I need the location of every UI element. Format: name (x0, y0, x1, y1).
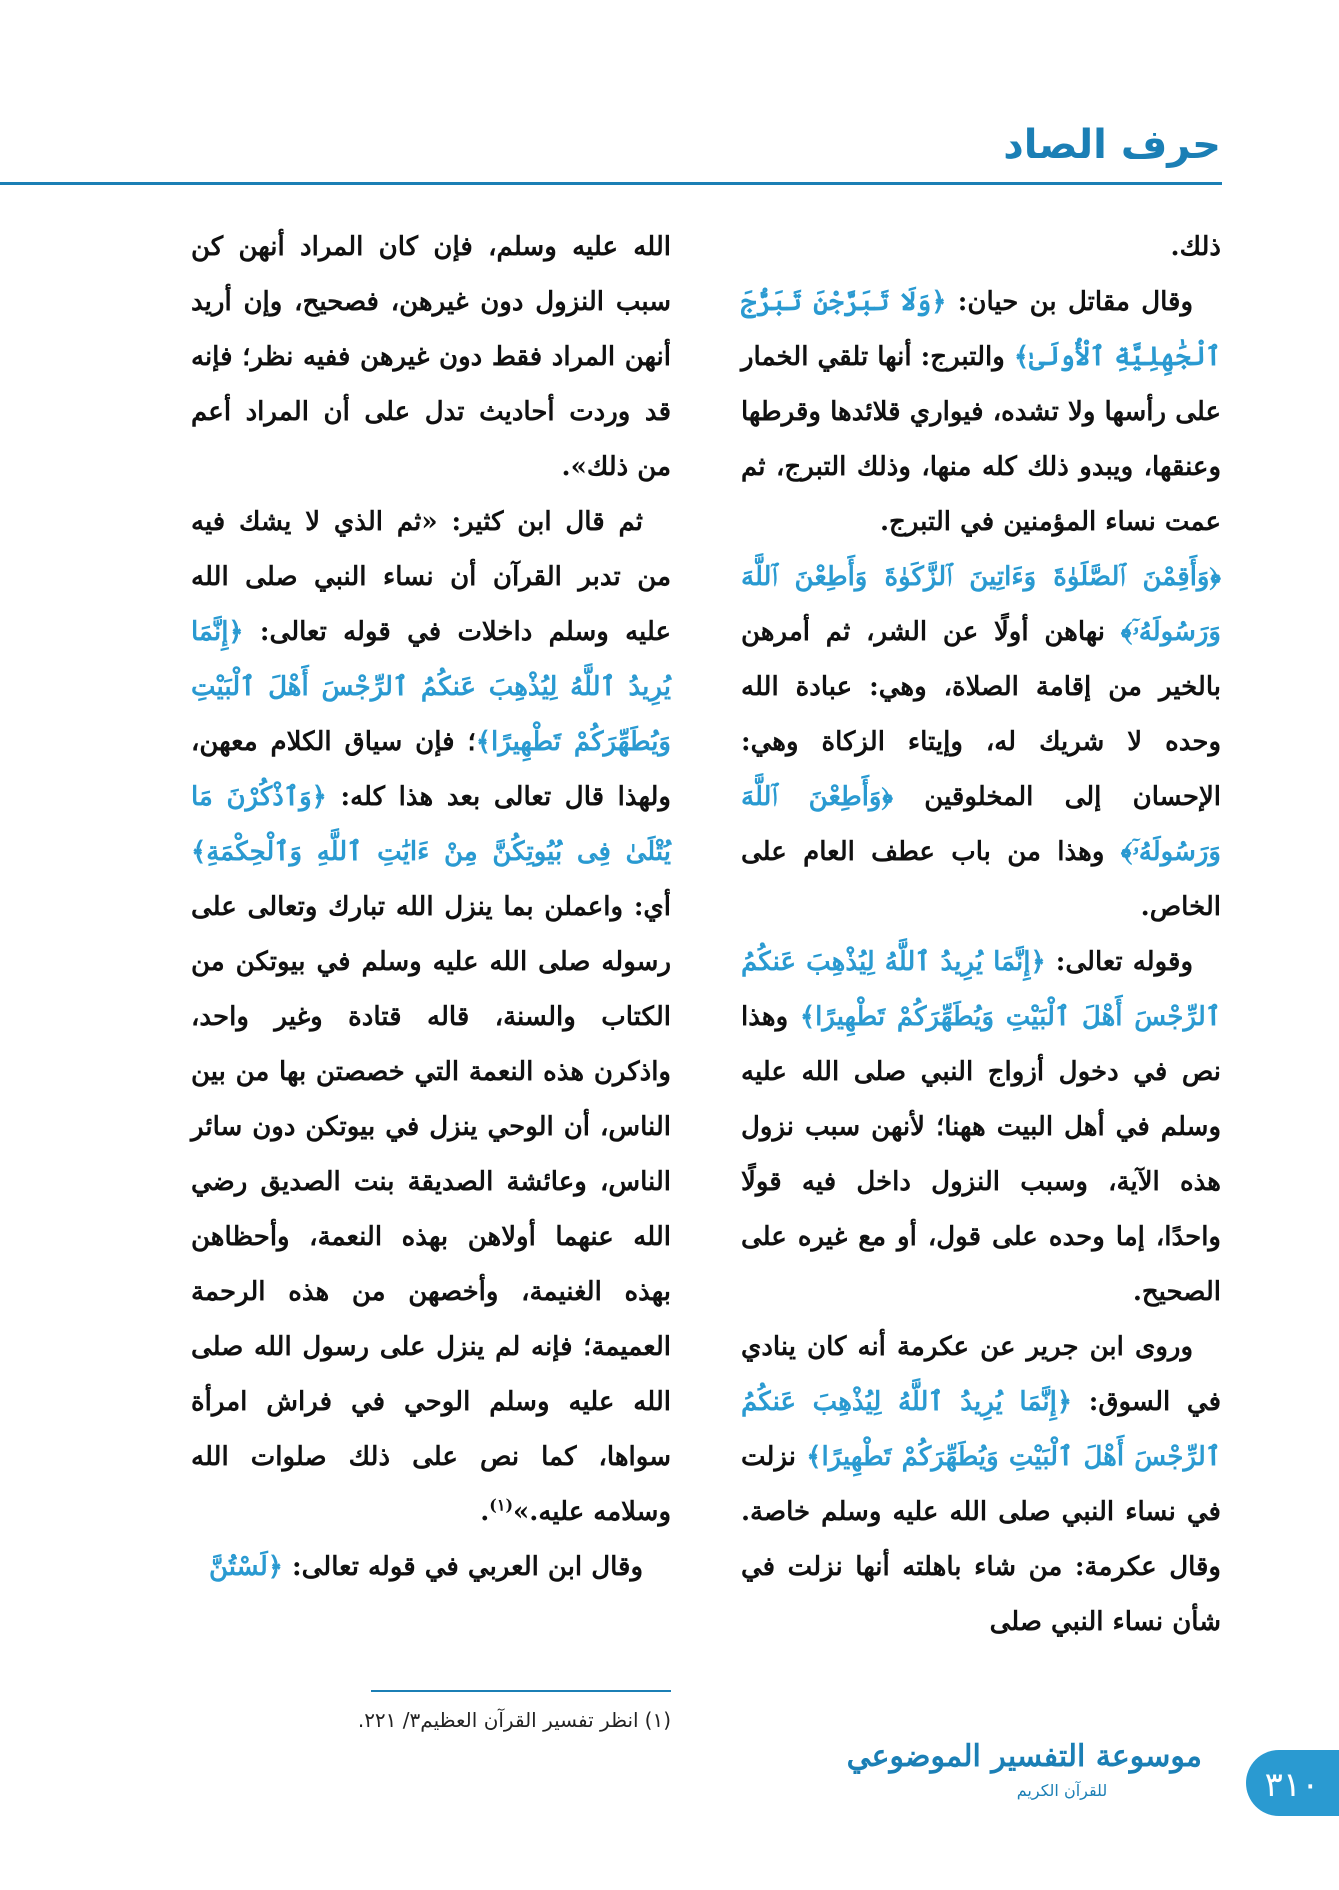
quran-verse: ﴿وَٱذْكُرْنَ مَا يُتْلَىٰ فِى بُيُوتِكُنَّ مِنْ ءَايَٰتِ ٱللَّهِ وَٱلْحِكْمَةِ﴾ (191, 782, 671, 867)
page-number: ٣١٠ (1264, 1765, 1320, 1805)
paragraph (741, 935, 1221, 1320)
chapter-title: حرف الصاد (1003, 122, 1221, 168)
quran-verse: ﴿إِنَّمَا يُرِيدُ ٱللَّهُ لِيُذْهِبَ عَنكُمُ ٱلرِّجْسَ أَهْلَ ٱلْبَيْتِ وَيُطَهِّرَكُمْ تَطْهِيرًا﴾ (741, 947, 1221, 1032)
logo-subtitle: للقرآن الكريم (1016, 1781, 1108, 1800)
paragraph (741, 275, 1221, 550)
text-segment: نزلت في نساء النبي صلى الله عليه وسلم خاصة. وقال عكرمة: من شاء باهلته أنها نزلت في شأن نساء النبي صلى (741, 1442, 1221, 1637)
quran-verse: ﴿وَأَقِمْنَ ٱلصَّلَوٰةَ وَءَاتِينَ ٱلزَّكَوٰةَ وَأَطِعْنَ ٱللَّهَ وَرَسُولَهُۥٓ﴾ (741, 562, 1221, 647)
paragraph: الله عليه وسلم، فإن كان المراد أنهن كن سبب النزول دون غيرهن، فصحيح، وإن أريد أنهن المراد فقط دون غيرهن ففيه نظر؛ فإنه قد وردت أحاديث تدل على أن المراد أعم من ذلك». (191, 232, 671, 482)
footnote (191, 1705, 671, 1735)
text-segment: وقال مقاتل بن حيان: (946, 287, 1193, 317)
text-segment: والتبرج: أنها تلقي الخمار على رأسها ولا تشده، فيواري قلائدها وقرطها وعنقها، ويبدو ذلك كله منها، وذلك التبرج، ثم عمت نساء المؤمنين في التبرج. (741, 342, 1221, 537)
footnote-number: (١) (644, 1708, 671, 1732)
text-segment: . (480, 1497, 490, 1527)
text-segment: وروى ابن جرير عن عكرمة أنه كان ينادي في السوق: (741, 1332, 1222, 1417)
paragraph (191, 1540, 671, 1595)
series-logo (846, 1735, 1202, 1825)
paragraph: ذلك. (1170, 232, 1221, 262)
quran-verse: ﴿وَأَطِعْنَ ٱللَّهَ وَرَسُولَهُۥٓ﴾ (741, 782, 1221, 867)
paragraph (741, 1320, 1221, 1650)
quran-verse: ﴿إِنَّمَا يُرِيدُ ٱللَّهُ لِيُذْهِبَ عَنكُمُ ٱلرِّجْسَ أَهْلَ ٱلْبَيْتِ وَيُطَهِّرَكُمْ تَطْهِيرًا﴾ (741, 1387, 1221, 1472)
text-segment: أي: واعملن بما ينزل الله تبارك وتعالى على رسوله صلى الله عليه وسلم في بيوتكن من الكتاب والسنة، قاله قتادة وغير واحد، واذكرن هذه النعمة التي خصصتن بها من بين الناس، أن الوحي ينزل في بيوتكن دون سائر الناس، وعائشة الصديقة بنت الصديق رضي الله عنهما أولاهن بهذه النعمة، وأحظاهن بهذه الغنيمة، وأخصهن من هذه الرحمة العميمة؛ فإنه لم ينزل على رسول الله صلى الله عليه وسلم الوحي في فراش امرأة سواها، كما نص على ذلك صلوات الله وسلامه عليه.» (191, 892, 671, 1527)
text-segment: ثم قال ابن كثير: «ثم الذي لا يشك فيه من تدبر القرآن أن نساء النبي صلى الله عليه وسلم داخلات في قوله تعالى: (191, 507, 671, 647)
text-segment: وهذا من باب عطف العام على الخاص. (741, 837, 1221, 922)
logo-title: موسوعة التفسير الموضوعي (846, 1739, 1202, 1774)
paragraph (741, 550, 1221, 935)
text-segment: ؛ فإن سياق الكلام معهن، ولهذا قال تعالى بعد هذا كله: (191, 727, 671, 812)
text-segment: نهاهن أولًا عن الشر، ثم أمرهن بالخير من إقامة الصلاة، وهي: عبادة الله وحده لا شريك له، وإيتاء الزكاة وهي: الإحسان إلى المخلوقين (741, 617, 1221, 812)
quran-verse: ﴿وَلَا تَبَرَّجْنَ تَبَرُّجَ ٱلْجَٰهِلِيَّةِ ٱلْأُولَىٰ﴾ (741, 287, 1221, 372)
quran-verse: ﴿إِنَّمَا يُرِيدُ ٱللَّهُ لِيُذْهِبَ عَنكُمُ ٱلرِّجْسَ أَهْلَ ٱلْبَيْتِ وَيُطَهِّرَكُمْ تَطْهِيرًا﴾ (191, 617, 671, 757)
header-divider (0, 182, 1222, 185)
footnote-text: انظر تفسير القرآن العظيم٣/ ٢٢١. (357, 1708, 639, 1732)
footnote-reference[interactable]: (١) (489, 1495, 514, 1515)
text-segment: وهذا نص في دخول أزواج النبي صلى الله عليه وسلم في أهل البيت ههنا؛ لأنهن سبب نزول هذه الآية، وسبب النزول داخل فيه قولًا واحدًا، إما وحده على قول، أو مع غيره على الصحيح. (741, 1002, 1221, 1307)
left-column (191, 220, 671, 1595)
quran-verse: ﴿لَسْتُنَّ (208, 1552, 283, 1582)
text-segment: وقوله تعالى: (1045, 947, 1193, 977)
right-column (741, 220, 1221, 1650)
text-segment: وقال ابن العربي في قوله تعالى: (282, 1552, 643, 1582)
footnote-divider (371, 1690, 671, 1692)
paragraph (191, 495, 671, 1540)
